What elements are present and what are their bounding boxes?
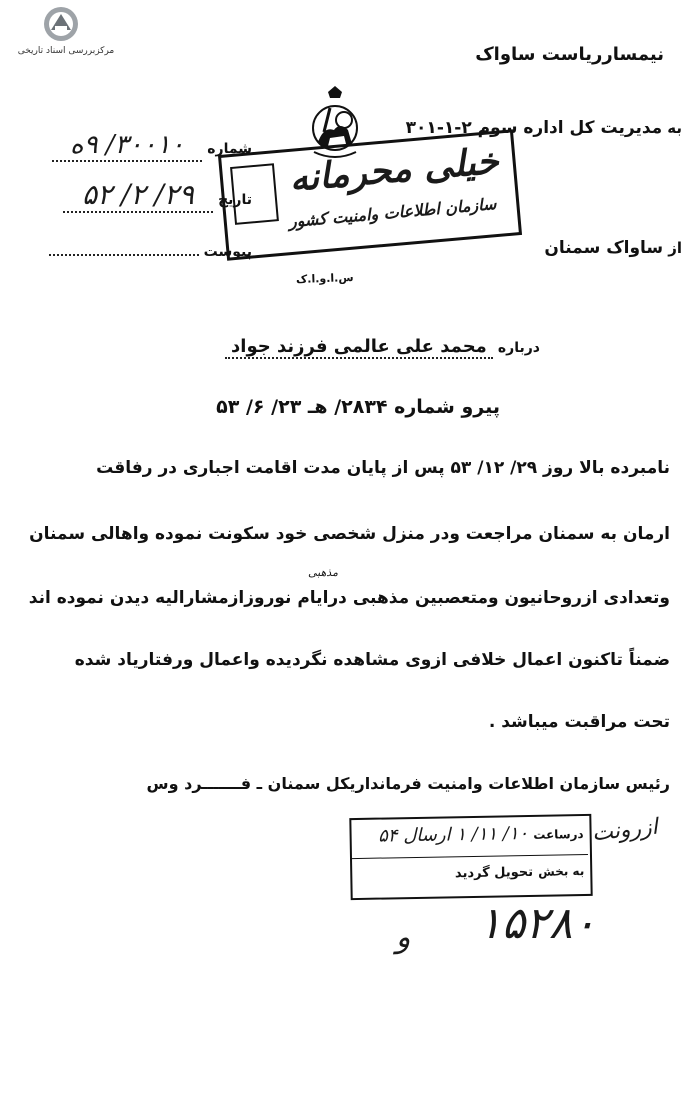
archive-logo-icon — [41, 4, 81, 44]
footer-mark: و — [396, 920, 411, 955]
number-value: ۳۰۰۱۰/ ۹ه — [52, 130, 202, 162]
receipt-stamp-divider — [352, 854, 588, 859]
to-label: به — [667, 119, 682, 137]
signature-line: رئیس سازمان اطلاعات وامنیت فرمانداریکل سمنان ـ فـــــــرد وس — [146, 774, 670, 793]
to-line — [382, 118, 682, 138]
handwritten-side-note: ازرونت — [590, 814, 659, 847]
from-line — [482, 238, 682, 258]
secret-stamp-top: خیلی محرمانه — [287, 139, 501, 200]
number-label: شماره — [207, 141, 252, 157]
attachment-field — [22, 240, 252, 260]
date-label: تاریخ — [218, 192, 252, 208]
receipt-row-2 — [358, 860, 584, 883]
body-line-1: نامبرده بالا روز ۲۹/ ۱۲/ ۵۳ پس از پایان مدت اقامت اجباری در رفاقت — [96, 458, 670, 478]
body-line-3: وتعدادی ازروحانیون ومتعصبین مذهبی درایام نوروزازمشارالیه دیدن نموده اند — [28, 588, 670, 608]
subject-value: محمد علی عالمی فرزند جواد — [225, 336, 493, 359]
receipt-stamp — [349, 814, 592, 900]
receipt-row-1 — [357, 822, 583, 847]
header-org: نیمسارریاست ساواک — [475, 44, 664, 65]
body-line-2: ارمان به سمنان مراجعت ودر منزل شخصی خود سکونت نموده واهالی سمنان — [29, 524, 670, 544]
receipt-row2-value: تحویل گردید — [454, 864, 534, 882]
archive-logo — [6, 4, 126, 60]
logo-text: مرکزبررسی اسناد تاریخی — [17, 46, 115, 56]
attachment-label: پیوست — [203, 244, 252, 260]
secret-stamp — [218, 129, 522, 260]
date-field — [22, 178, 252, 213]
subject-label: درباره — [497, 340, 540, 356]
body-line-4: ضمناً تاکنون اعمال خلافی ازوی مشاهده نگردیده واعمال ورفتاریاد شده — [74, 650, 670, 670]
annotation-above: مذهبی — [308, 566, 338, 579]
subject-line — [225, 336, 540, 357]
date-value: ۲۹/ ۲/ ۵۲ — [63, 178, 213, 213]
emblem-code: س.ا.و.ا.ک — [295, 270, 354, 287]
secret-stamp-bottom: سازمان اطلاعات وامنیت کشور — [288, 194, 498, 232]
reference-line: پیرو شماره ۲۸۳۴/ هـ ۲۳/ ۶/ ۵۳ — [216, 396, 500, 418]
from-value: ساواک سمنان — [544, 238, 664, 258]
footer-number: ۱۵۲۸۰ — [478, 898, 597, 949]
from-label: از — [668, 239, 682, 257]
receipt-row1-label: درساعت — [533, 827, 584, 842]
receipt-row2-label: به بخش — [538, 864, 585, 879]
attachment-value — [49, 240, 199, 256]
receipt-row1-value: ۱۰/ ۱۱/ ۱ ارسال ۵۴ — [377, 822, 529, 847]
secret-stamp-inner-box — [230, 163, 279, 225]
body-line-5: تحت مراقبت میباشد . — [488, 712, 670, 732]
to-value: مدیریت کل اداره سوم ۲-۱-۳۰۱ — [405, 118, 663, 138]
